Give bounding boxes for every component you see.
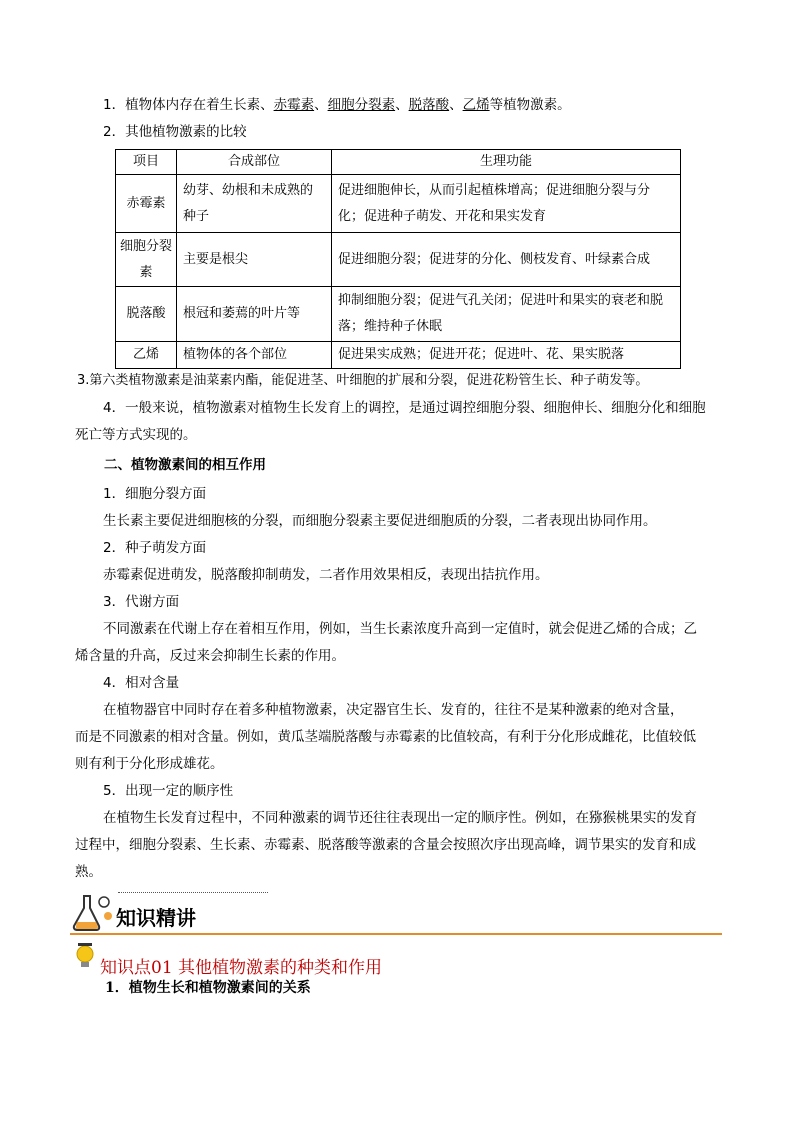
sub-3-text-a: 不同激素在代谢上存在着相互作用，例如，当生长素浓度升高到一定值时，就会促进乙烯的合成；乙 xyxy=(103,621,697,637)
knowledge-point-title: 知识点01 其他植物激素的种类和作用 xyxy=(100,958,383,978)
header-site: 合成部位 xyxy=(177,150,332,175)
lightbulb-icon xyxy=(72,940,98,970)
sub-5-text-b: 过程中，细胞分裂素、生长素、赤霉素、脱落酸等激素的含量会按照次序出现高峰，调节果实的发育和成 xyxy=(75,837,696,853)
sub-4-text-b: 而是不同激素的相对含量。例如，黄瓜茎端脱落酸与赤霉素的比值较高，有利于分化形成雌花，比值较低 xyxy=(75,729,696,745)
table-row: 赤霉素 幼芽、幼根和未成熟的种子 促进细胞伸长，从而引起植株增高；促进细胞分裂与分化；促进种子萌发、开花和果实发育 xyxy=(116,175,681,233)
table-row: 脱落酸 根冠和萎蔫的叶片等 抑制细胞分裂；促进气孔关闭；促进叶和果实的衰老和脱落；维持种子休眠 xyxy=(116,287,681,342)
line-1: 1．植物体内存在着生长素、赤霉素、细胞分裂素、脱落酸、乙烯等植物激素。 xyxy=(103,97,571,113)
table-row: 乙烯 植物体的各个部位 促进果实成熟；促进开花；促进叶、花、果实脱落 xyxy=(116,342,681,369)
sub-4-text-a: 在植物器官中同时存在着多种植物激素，决定器官生长、发育的，往往不是某种激素的绝对含量， xyxy=(103,702,684,718)
table-row: 细胞分裂素 主要是根尖 促进细胞分裂；促进芽的分化、侧枝发育、叶绿素合成 xyxy=(116,233,681,287)
sub-5: 5．出现一定的顺序性 xyxy=(103,783,234,799)
line-4a: 4．一般来说，植物激素对植物生长发育上的调控，是通过调控细胞分裂、细胞伸长、细胞分化和细胞 xyxy=(103,400,706,416)
sub-5-text-a: 在植物生长发育过程中，不同种激素的调节还往往表现出一定的顺序性。例如，在猕猴桃果实的发育 xyxy=(103,810,697,826)
table-header-row xyxy=(116,150,681,175)
line-4b: 死亡等方式实现的。 xyxy=(75,427,197,443)
sub-4-text-c: 则有利于分化形成雄花。 xyxy=(75,756,224,772)
section-2-heading: 二、植物激素间的相互作用 xyxy=(104,457,266,473)
header-item: 项目 xyxy=(116,150,177,175)
sub-1-text: 生长素主要促进细胞核的分裂，而细胞分裂素主要促进细胞质的分裂，二者表现出协同作用。 xyxy=(103,513,657,529)
header-function: 生理功能 xyxy=(332,150,681,175)
knowledge-banner xyxy=(70,890,722,935)
sub-4: 4．相对含量 xyxy=(103,675,180,691)
hormone-table xyxy=(115,149,681,369)
flask-icon xyxy=(70,892,114,934)
sub-2-text: 赤霉素促进萌发，脱落酸抑制萌发，二者作用效果相反，表现出拮抗作用。 xyxy=(103,567,549,583)
line-3: 3.第六类植物激素是油菜素内酯，能促进茎、叶细胞的扩展和分裂，促进花粉管生长、种子萌发等。 xyxy=(77,373,649,388)
knowledge-point-subtitle: 1．植物生长和植物激素间的关系 xyxy=(105,980,311,996)
banner-title: 知识精讲 xyxy=(116,906,196,930)
sub-3: 3．代谢方面 xyxy=(103,594,180,610)
sub-2: 2．种子萌发方面 xyxy=(103,540,207,556)
sub-5-text-c: 熟。 xyxy=(75,864,102,880)
line-2: 2．其他植物激素的比较 xyxy=(103,124,247,140)
sub-1: 1．细胞分裂方面 xyxy=(103,486,207,502)
sub-3-text-b: 烯含量的升高，反过来会抑制生长素的作用。 xyxy=(75,648,345,664)
